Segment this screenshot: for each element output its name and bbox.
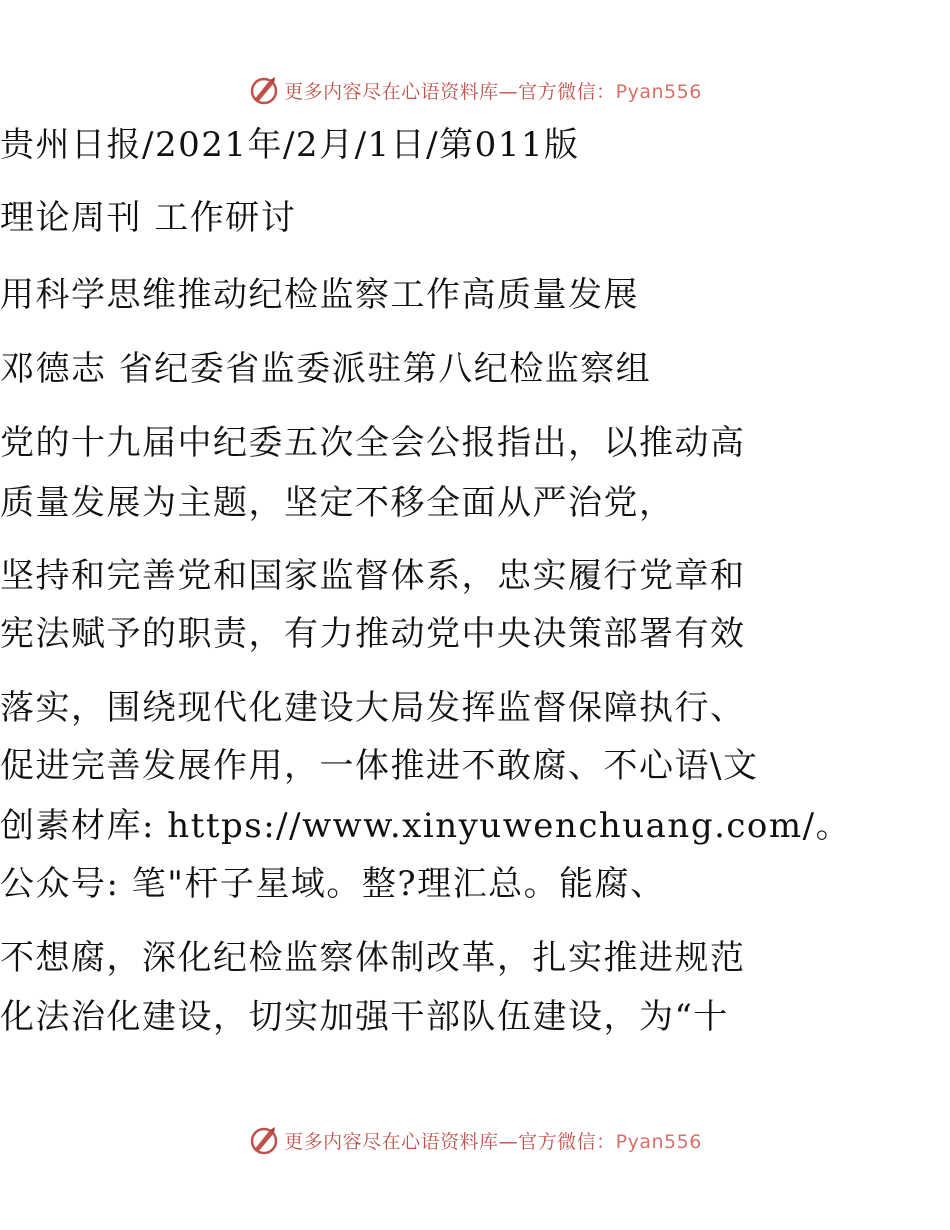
line-newspaper-source: 贵州日报/2021年/2月/1日/第011版 [0,125,580,165]
article-title: 用科学思维推动纪检监察工作高质量发展 [0,275,639,315]
watermark-banner-top [0,70,950,110]
body-line: 公众号: 笔"杆子星域。整?理汇总。能腐、 [0,864,666,904]
watermark-text: 更多内容尽在心语资料库—官方微信：Pyan556 [284,80,702,103]
body-line: 质量发展为主题，坚定不移全面从严治党， [0,483,675,523]
watermark-text: 更多内容尽在心语资料库—官方微信：Pyan556 [284,1130,702,1153]
wechat-id: Pyan556 [615,80,702,103]
article-author: 邓德志 省纪委省监委派驻第八纪检监察组 [0,349,652,389]
body-line: 不想腐，深化纪检监察体制改革，扎实推进规范 [0,938,746,978]
body-line: 党的十九届中纪委五次全会公报指出，以推动高 [0,423,746,463]
body-line: 落实，围绕现代化建设大局发挥监督保障执行、 [0,688,746,728]
pen-logo-icon [248,74,280,106]
body-line: 促进完善发展作用，一体推进不敢腐、不心语\文 [0,746,759,786]
line-column-name: 理论周刊 工作研讨 [0,198,297,238]
body-line: 宪法赋予的职责，有力推动党中央决策部署有效 [0,614,746,654]
watermark-banner-bottom [0,1120,950,1160]
body-line: 化法治化建设，切实加强干部队伍建设，为“十 [0,997,729,1037]
pen-logo-icon [248,1124,280,1156]
body-line: 坚持和完善党和国家监督体系，忠实履行党章和 [0,556,746,596]
body-line: 创素材库: https://www.xinyuwenchuang.com/。 [0,806,852,846]
wechat-id: Pyan556 [615,1130,702,1153]
